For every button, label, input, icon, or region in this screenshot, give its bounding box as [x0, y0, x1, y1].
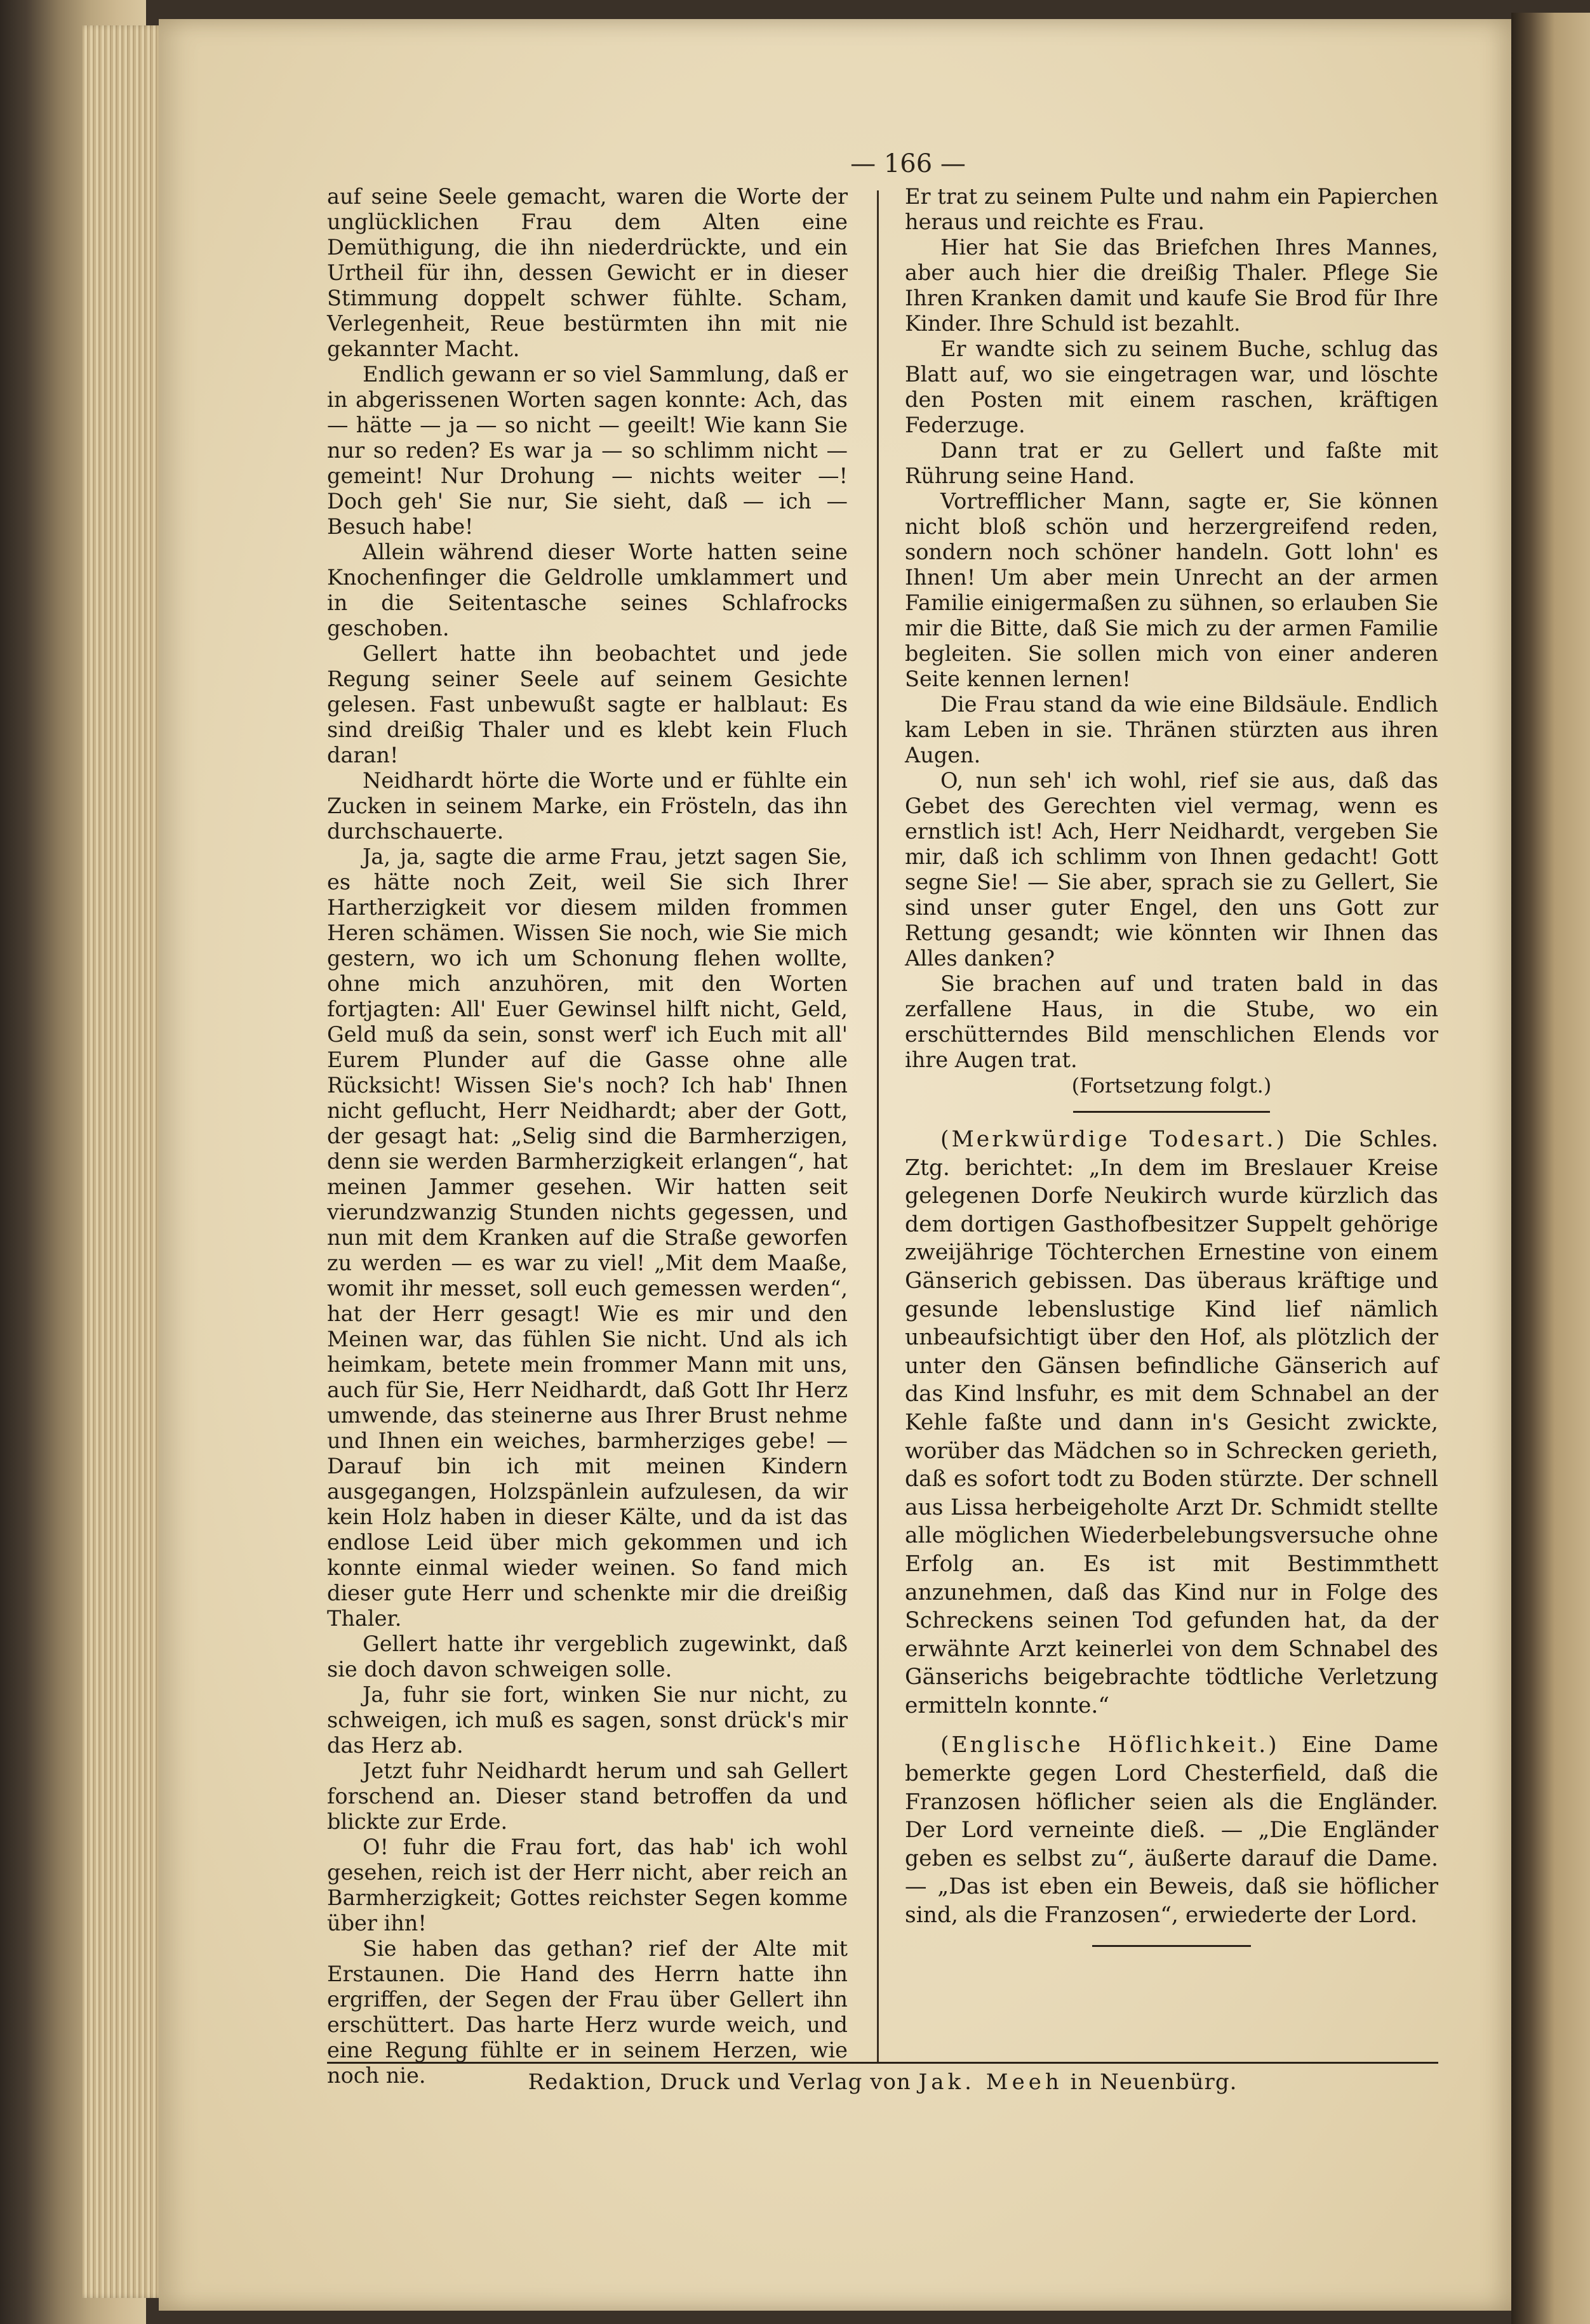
paragraph: Ja, fuhr sie fort, winken Sie nur nicht, zu schweigen, ich muß es sagen, sonst drück's mir das Herz ab.	[327, 1682, 848, 1758]
paragraph: O, nun seh' ich wohl, rief sie aus, daß das Gebet des Gerechten viel vermag, wenn es ernstlich ist! Ach, Herr Neidhardt, vergeben Sie mir, daß ich schlimm von Ihnen gedacht! Gott segne Sie! — Sie aber, sprach sie zu Gellert, Sie sind unser guter Engel, den uns Gott zur Rettung gesandt; wie könnten wir Ihnen das Alles danken?	[905, 768, 1438, 971]
paragraph: Er trat zu seinem Pulte und nahm ein Papierchen heraus und reichte es Frau.	[905, 184, 1438, 234]
page-number: — 166 —	[850, 149, 966, 178]
news-text: Eine Dame bemerkte gegen Lord Chesterfield, daß die Franzosen höflicher seien als die Engländer. Der Lord verneinte dieß. — „Die Engländer geben es selbst zu“, äußerte darauf die Dame. — „Das ist eben ein Beweis, daß sie höflicher sind, als die Franzosen“, erwiederte der Lord.	[905, 1732, 1439, 1929]
section-rule	[1092, 1945, 1251, 1947]
imprint-publisher: Jak. Meeh	[918, 2069, 1063, 2095]
paragraph: Vortrefflicher Mann, sagte er, Sie können nicht bloß schön und herzergreifend reden, sondern noch schöner handeln. Gott lohn' es Ihnen! Um aber mein Unrecht an der armen Familie einigermaßen zu sühnen, so erlauben Sie mir die Bitte, daß Sie mich zu der armen Familie begleiten. Sie sollen mich von einer anderen Seite kennen lernen!	[905, 489, 1438, 691]
news-title: (Englische Höflichkeit.)	[940, 1732, 1279, 1758]
paragraph: Ja, ja, sagte die arme Frau, jetzt sagen Sie, es hätte noch Zeit, weil Sie sich Ihrer Hartherzigkeit vor diesem milden frommen Heren schämen. Wissen Sie noch, wie Sie mich gestern, wo ich um Schonung flehen wollte, ohne mich anzuhören, mit den Worten fortjagten: All' Euer Gewinsel hilft nicht, Geld, Geld muß da sein, sonst werf' ich Euch mit all' Eurem Plunder auf die Gasse ohne alle Rücksicht! Wissen Sie's noch? Ich hab' Ihnen nicht geflucht, Herr Neidhardt; aber der Gott, der gesagt hat: „Selig sind die Barmherzigen, denn sie werden Barmherzigkeit erlangen“, hat meinen Jammer gesehen. Wir hatten seit vierundzwanzig Stunden nichts gegessen, und nun mit dem Kranken auf die Straße geworfen zu werden — es war zu viel! „Mit dem Maaße, womit ihr messet, soll euch gemessen werden“, hat der Herr gesagt! Wie es mir und den Meinen war, das fühlen Sie nicht. Und als ich heimkam, betete mein frommer Mann mit uns, auch für Sie, Herr Neidhardt, daß Gott Ihr Herz umwende, das steinerne aus Ihrer Brust nehme und Ihnen ein weiches, barmherziges gebe! — Darauf bin ich mit meinen Kindern ausgegangen, Holzspänlein aufzulesen, da wir kein Holz haben in dieser Kälte, und da ist das endlose Leid über mich gekommen und ich konnte einmal wieder weinen. So fand mich dieser gute Herr und schenkte mir die dreißig Thaler.	[327, 844, 848, 1631]
news-item-strange-death	[905, 1125, 1438, 1720]
paragraph: Hier hat Sie das Briefchen Ihres Mannes, aber auch hier die dreißig Thaler. Pflege Sie Ihren Kranken damit und kaufe Sie Brod für Ihre Kinder. Ihre Schuld ist bezahlt.	[905, 235, 1438, 336]
paragraph: Gellert hatte ihn beobachtet und jede Regung seiner Seele auf seinem Gesichte gelesen. Fast unbewußt sagte er halblaut: Es sind dreißig Thaler und es klebt kein Fluch daran!	[327, 641, 848, 767]
page-stack-edge	[83, 25, 171, 2298]
paragraph: Die Frau stand da wie eine Bildsäule. Endlich kam Leben in sie. Thränen stürzten aus ihren Augen.	[905, 692, 1438, 767]
imprint-suffix: in Neuenbürg.	[1070, 2069, 1238, 2095]
paragraph: auf seine Seele gemacht, waren die Worte der unglücklichen Frau dem Alten eine Demüthigung, die ihn niederdrückte, und ein Urtheil für ihn, dessen Gewicht er in dieser Stimmung doppelt schwer fühlte. Scham, Verlegenheit, Reue bestürmten ihn mit nie gekannter Macht.	[327, 184, 848, 361]
next-page-edge	[1511, 13, 1590, 2324]
footer-rule	[327, 2062, 1438, 2064]
news-title: (Merkwürdige Todesart.)	[940, 1127, 1287, 1152]
right-column	[905, 184, 1438, 1960]
paragraph: Endlich gewann er so viel Sammlung, daß er in abgerissenen Worten sagen konnte: Ach, das — hätte — ja — so nicht — geeilt! Wie kann Sie nur so reden? Es war ja — so schlimm nicht — gemeint! Nur Drohung — nichts weiter —! Doch geh' Sie nur, Sie sieht, daß — ich — Besuch habe!	[327, 362, 848, 539]
column-divider	[877, 190, 879, 2063]
left-column	[327, 184, 848, 2088]
section-rule	[1073, 1111, 1270, 1113]
paragraph: Allein während dieser Worte hatten seine Knochenfinger die Geldrolle umklammert und in die Seitentasche seines Schlafrocks geschoben.	[327, 540, 848, 641]
paragraph: Sie brachen auf und traten bald in das zerfallene Haus, in die Stube, wo ein erschütterndes Bild menschlichen Elends vor ihre Augen trat.	[905, 971, 1438, 1072]
paragraph: Sie haben das gethan? rief der Alte mit Erstaunen. Die Hand des Herrn hatte ihn ergriffen, der Segen der Frau über Gellert ihn erschüttert. Das harte Herz wurde weich, und eine Regung fühlte er in seinem Herzen, wie noch nie.	[327, 1936, 848, 2088]
paragraph: Er wandte sich zu seinem Buche, schlug das Blatt auf, wo sie eingetragen war, und löschte den Posten mit einem raschen, kräftigen Federzuge.	[905, 336, 1438, 437]
news-text: Die Schles. Ztg. berichtet: „In dem im Breslauer Kreise gelegenen Dorfe Neukirch wurde kürzlich das dem dortigen Gasthofbesitzer Suppelt gehörige zweijährige Töchterchen Ernestine von einem Gänserich gebissen. Das überaus kräftige und gesunde lebenslustige Kind lief nämlich unbeaufsichtigt über den Hof, als plötzlich der unter den Gänsen befindliche Gänserich auf das Kind lnsfuhr, es mit dem Schnabel an der Kehle faßte und dann in's Gesicht zwickte, worüber das Mädchen so in Schrecken gerieth, daß es sofort todt zu Boden stürzte. Der schnell aus Lissa herbeigeholte Arzt Dr. Schmidt stellte alle möglichen Wiederbelebungsversuche ohne Erfolg an. Es ist mit Bestimmthett anzunehmen, daß das Kind nur in Folge des Schreckens seinen Tod gefunden hat, da der erwähnte Arzt keinerlei von dem Schnabel des Gänserichs beigebrachte tödtliche Verletzung ermitteln konnte.“	[905, 1127, 1439, 1718]
paragraph: Dann trat er zu Gellert und faßte mit Rührung seine Hand.	[905, 438, 1438, 488]
continued-note: (Fortsetzung folgt.)	[1071, 1073, 1272, 1098]
imprint-prefix: Redaktion, Druck und Verlag von	[528, 2069, 911, 2095]
paragraph: Jetzt fuhr Neidhardt herum und sah Gellert forschend an. Dieser stand betroffen da und blickte zur Erde.	[327, 1758, 848, 1834]
paragraph: O! fuhr die Frau fort, das hab' ich wohl gesehen, reich ist der Herr nicht, aber reich an Barmherzigkeit; Gottes reichster Segen komme über ihn!	[327, 1835, 848, 1936]
news-item-english-politeness	[905, 1731, 1438, 1929]
imprint	[327, 2069, 1438, 2095]
paragraph: Neidhardt hörte die Worte und er fühlte ein Zucken in seinem Marke, ein Frösteln, das ihn durchschauerte.	[327, 768, 848, 844]
paragraph: Gellert hatte ihr vergeblich zugewinkt, daß sie doch davon schweigen solle.	[327, 1631, 848, 1682]
